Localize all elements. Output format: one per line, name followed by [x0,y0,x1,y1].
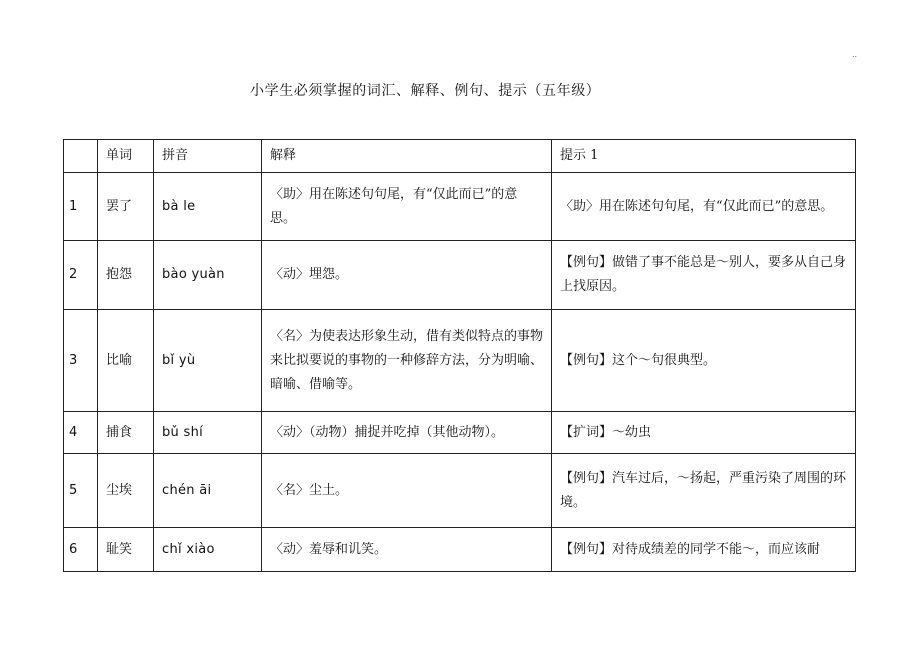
row-number: 6 [64,528,98,572]
row-hint: 【例句】对待成绩差的同学不能～，而应该耐 [552,528,856,572]
row-word: 罢了 [98,173,154,241]
header-cell-index [64,140,98,173]
vocabulary-table [63,139,856,572]
header-cell-word: 单词 [98,140,154,173]
row-hint: 【扩词】～幼虫 [552,412,856,454]
row-explain: 〈名〉为使表达形象生动，借有类似特点的事物来比拟要说的事物的一种修辞方法，分为明喻、暗喻、借喻等。 [262,310,552,412]
row-number: 5 [64,454,98,528]
row-word: 比喻 [98,310,154,412]
corner-mark: .. [852,50,858,59]
header-cell-pinyin: 拼音 [154,140,262,173]
row-hint: 【例句】汽车过后，～扬起，严重污染了周围的环境。 [552,454,856,528]
row-hint: 【例句】这个～句很典型。 [552,310,856,412]
row-pinyin: chǐ xiào [154,528,262,572]
header-cell-explain: 解释 [262,140,552,173]
table-header-row [64,140,856,173]
table-row [64,454,856,528]
table-row [64,241,856,310]
row-word: 耻笑 [98,528,154,572]
row-number: 1 [64,173,98,241]
row-explain: 〈助〉用在陈述句句尾，有“仅此而已”的意思。 [262,173,552,241]
row-word: 抱怨 [98,241,154,310]
row-pinyin: bà le [154,173,262,241]
row-pinyin: chén āi [154,454,262,528]
header-cell-hint: 提示 1 [552,140,856,173]
page-title: 小学生必须掌握的词汇、解释、例句、提示（五年级） [250,83,601,99]
row-hint: 【例句】做错了事不能总是～别人，要多从自己身上找原因。 [552,241,856,310]
row-word: 捕食 [98,412,154,454]
table-row [64,528,856,572]
row-explain: 〈动〉埋怨。 [262,241,552,310]
row-explain: 〈动〉（动物）捕捉并吃掉（其他动物）。 [262,412,552,454]
row-explain: 〈名〉尘土。 [262,454,552,528]
row-hint: 〈助〉用在陈述句句尾，有“仅此而已”的意思。 [552,173,856,241]
table-row [64,173,856,241]
row-pinyin: bǔ shí [154,412,262,454]
row-explain: 〈动〉羞辱和讥笑。 [262,528,552,572]
row-number: 3 [64,310,98,412]
table-row [64,310,856,412]
row-word: 尘埃 [98,454,154,528]
row-pinyin: bǐ yù [154,310,262,412]
row-pinyin: bào yuàn [154,241,262,310]
row-number: 2 [64,241,98,310]
row-number: 4 [64,412,98,454]
table-row [64,412,856,454]
